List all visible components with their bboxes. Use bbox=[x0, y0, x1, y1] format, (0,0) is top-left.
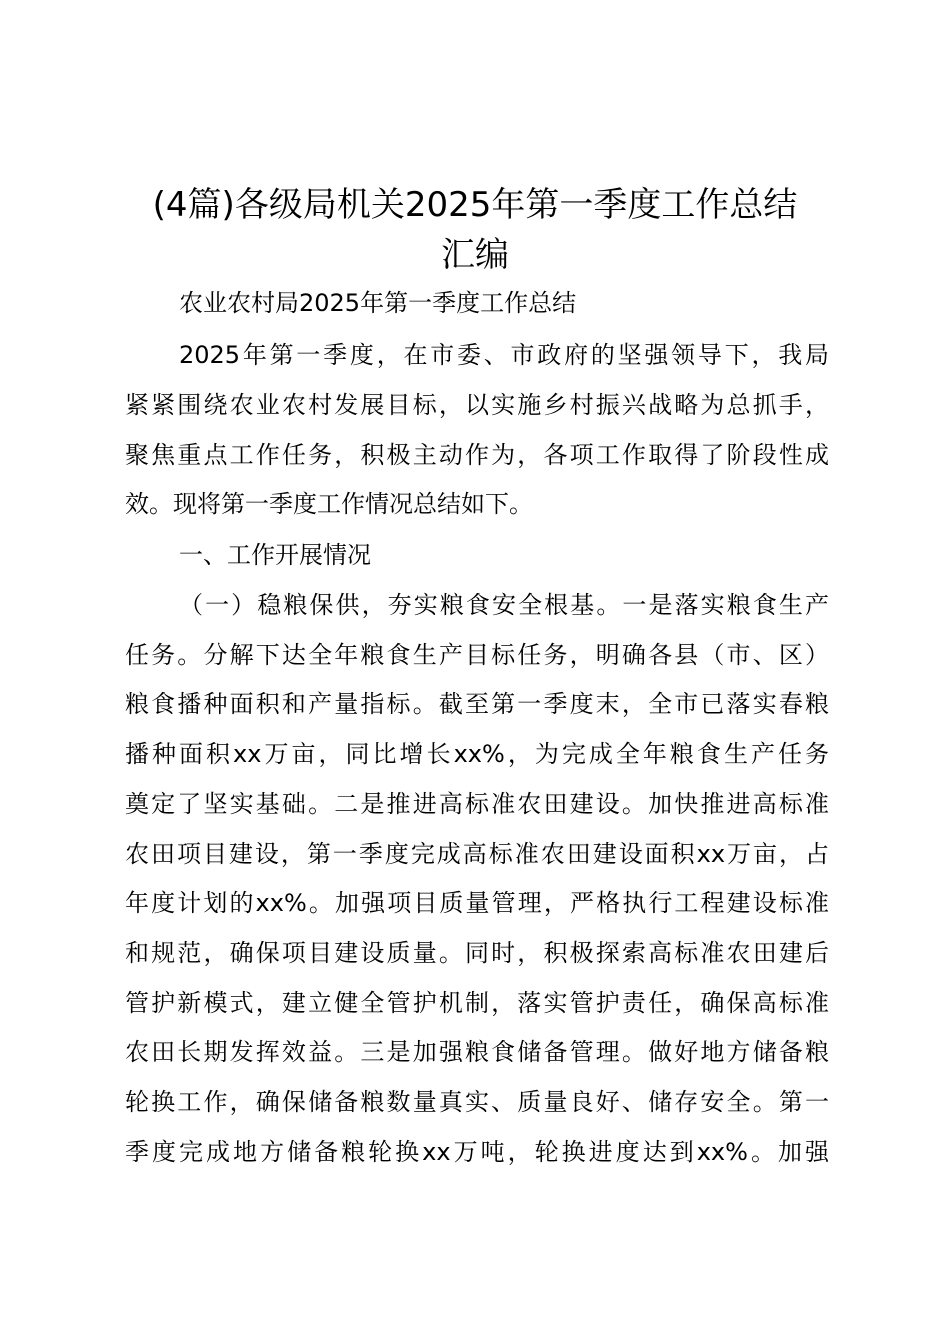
body-line-1: （一）稳粮保供，夯实粮食安全根基。一是落实粮食生产 bbox=[179, 591, 829, 619]
body-line-10: 农田长期发挥效益。三是加强粮食储备管理。做好地方储备粮 bbox=[125, 1038, 829, 1066]
body-line-5: 奠定了坚实基础。二是推进高标准农田建设。加快推进高标准 bbox=[125, 790, 829, 818]
intro-line-3: 聚焦重点工作任务，积极主动作为，各项工作取得了阶段性成 bbox=[125, 441, 829, 469]
body-line-11: 轮换工作，确保储备粮数量真实、质量良好、储存安全。第一 bbox=[125, 1088, 829, 1116]
intro-line-4: 效。现将第一季度工作情况总结如下。 bbox=[125, 490, 533, 518]
section-heading: 一、工作开展情况 bbox=[179, 541, 371, 569]
body-line-6: 农田项目建设，第一季度完成高标准农田建设面积xx万亩，占 bbox=[125, 840, 829, 868]
body-line-3: 粮食播种面积和产量指标。截至第一季度末，全市已落实春粮 bbox=[125, 690, 829, 718]
body-line-8: 和规范，确保项目建设质量。同时，积极探索高标准农田建后 bbox=[125, 939, 829, 967]
intro-line-1: 2025年第一季度，在市委、市政府的坚强领导下，我局 bbox=[179, 341, 829, 369]
body-line-9: 管护新模式，建立健全管护机制，落实管护责任，确保高标准 bbox=[125, 989, 829, 1017]
body-line-2: 任务。分解下达全年粮食生产目标任务，明确各县（市、区） bbox=[125, 641, 829, 669]
body-line-12: 季度完成地方储备粮轮换xx万吨，轮换进度达到xx%。加强 bbox=[125, 1138, 829, 1166]
document-subtitle: 农业农村局2025年第一季度工作总结 bbox=[179, 289, 577, 317]
body-line-7: 年度计划的xx%。加强项目质量管理，严格执行工程建设标准 bbox=[125, 889, 829, 917]
intro-line-2: 紧紧围绕农业农村发展目标，以实施乡村振兴战略为总抓手， bbox=[125, 391, 829, 419]
document-title-line-1: (4篇)各级局机关2025年第一季度工作总结 bbox=[152, 185, 798, 225]
body-line-4: 播种面积xx万亩，同比增长xx%，为完成全年粮食生产任务 bbox=[125, 740, 829, 768]
document-title-line-2: 汇编 bbox=[441, 235, 509, 275]
